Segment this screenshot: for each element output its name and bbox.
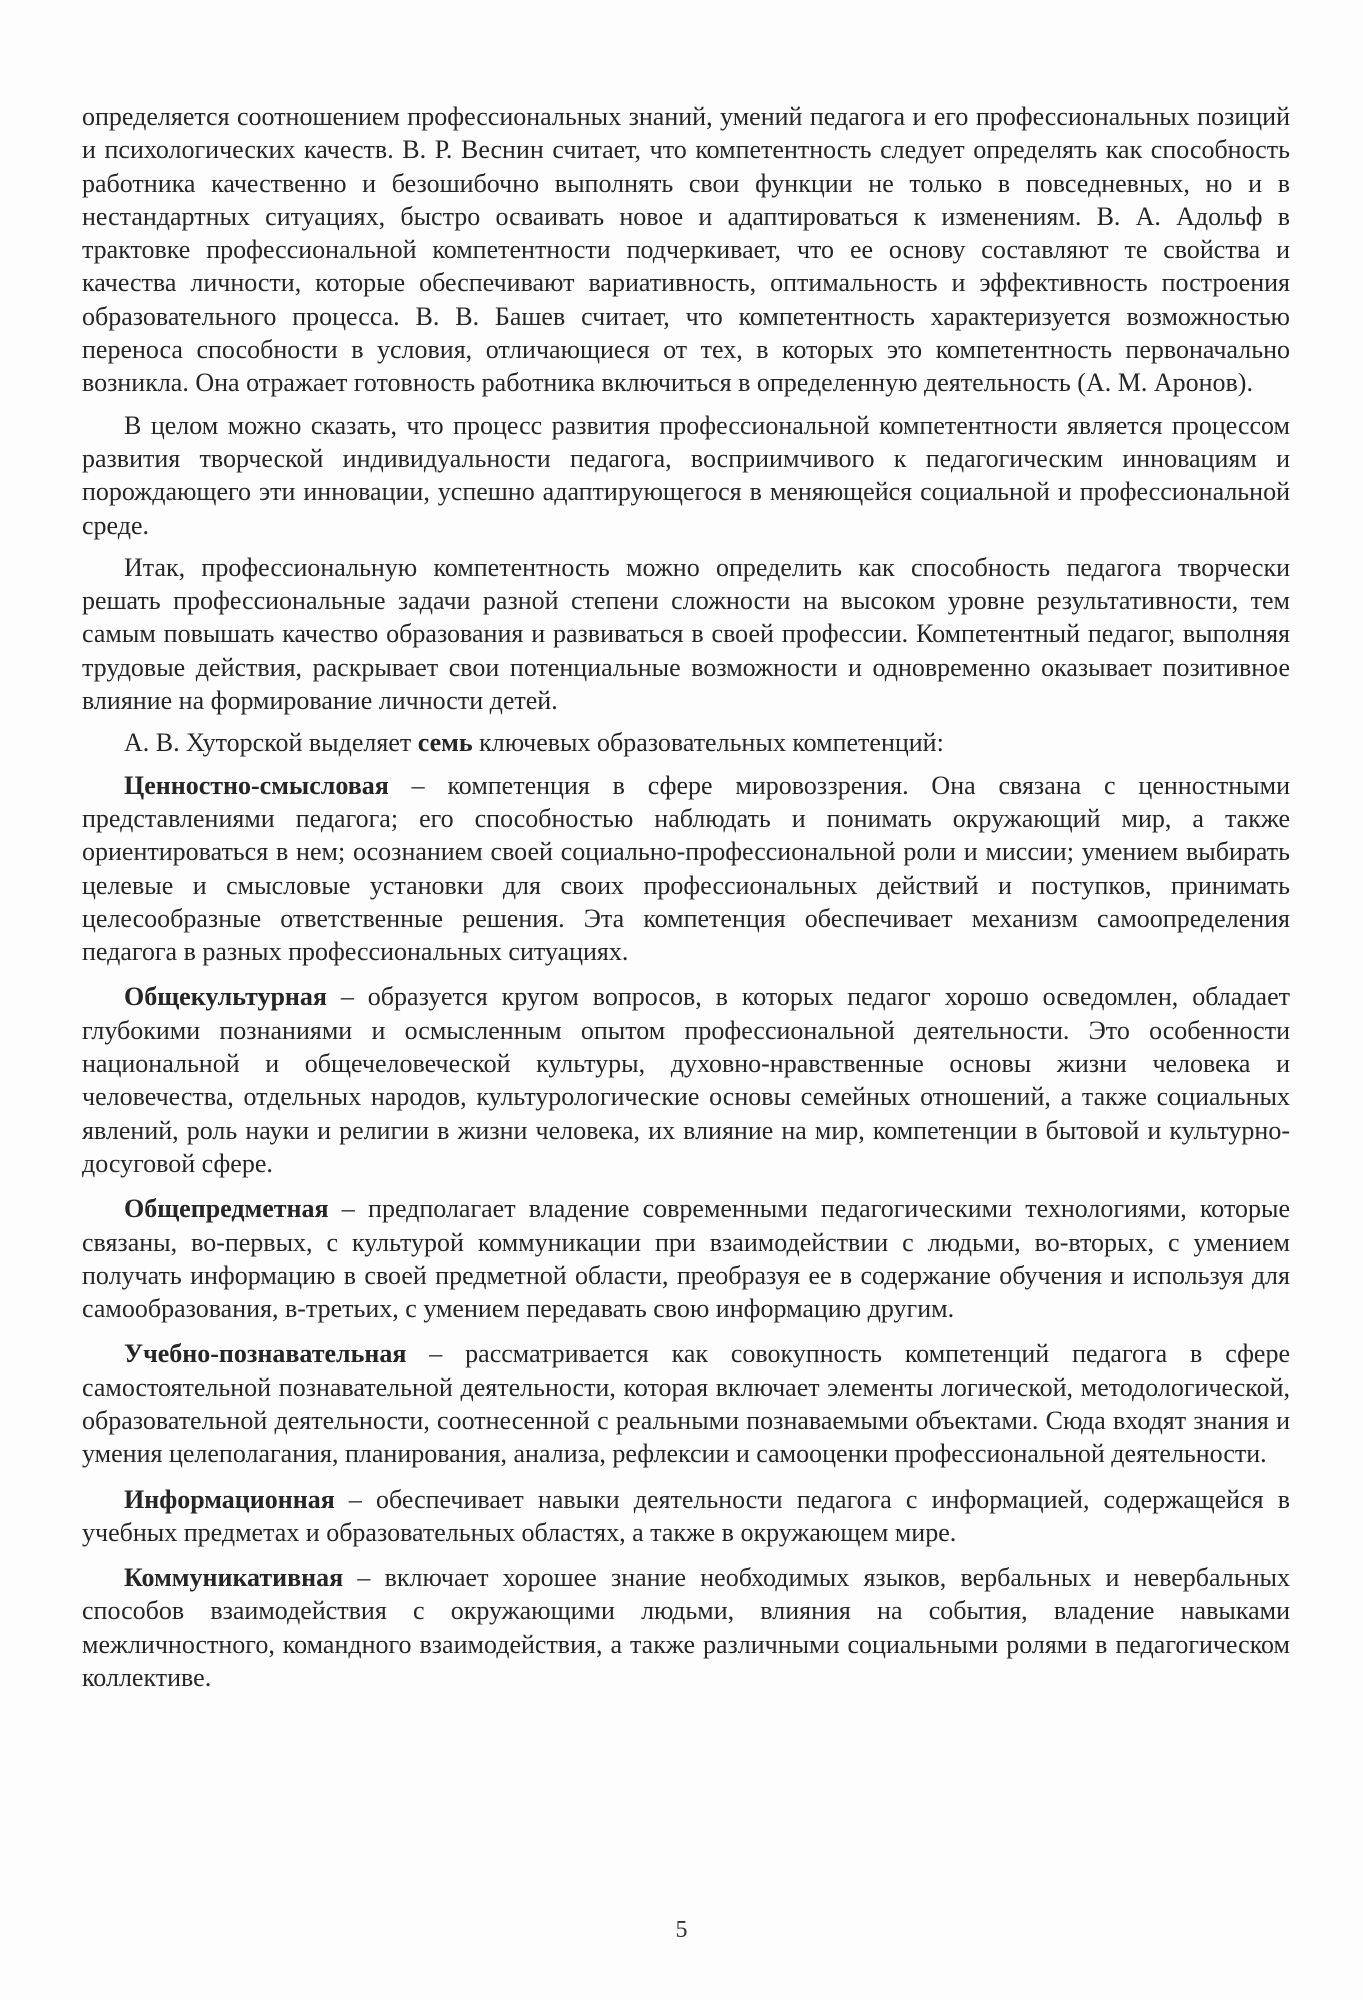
competence-description: – образуется кругом вопросов, в которых педагог хорошо осведомлен, обладает глубокими познаниями и осмысленным опытом профессиональной деятельности. Это особенности национальной и общечеловеческой культуры, духовно-нравственные основы жизни человека и человечества, отдельных народов, культурологические основы семейных отношений, а также социальных явлений, роль науки и религии в жизни человека, их влияние на мир, компетенции в бытовой и культурно-досуговой сфере. [82,982,1290,1178]
competence-term: Общекультурная [124,982,327,1012]
competence-term: Информационная [124,1484,335,1514]
body-text [82,100,1290,1694]
competence-term: Ценностно-смысловая [124,770,389,800]
competence-term: Общепредметная [124,1194,329,1224]
competence-communicative [82,1561,1290,1694]
competence-term: Коммуникативная [124,1563,344,1593]
page-number: 5 [675,1917,688,1943]
intro-text-before: А. В. Хуторской выделяет [124,728,418,758]
competence-description: – обеспечивает навыки деятельности педагога с информацией, содержащейся в учебных предметах и образовательных областях, а также в окружающем мире. [82,1484,1290,1547]
competence-description: – включает хорошее знание необходимых языков, вербальных и невербальных способов взаимодействия с окружающими людьми, влияния на события, владение навыками межличностного, командного взаимодействия, а также различными социальными ролями в педагогическом коллективе. [82,1563,1290,1693]
competence-educational-cognitive [82,1337,1290,1470]
competence-general-cultural [82,980,1290,1180]
competence-description: – рассматривается как совокупность компетенций педагога в сфере самостоятельной познавательной деятельности, которая включает элементы логической, методологической, образовательной деятельности, соотнесенной с реальными познаваемыми объектами. Сюда входят знания и умения целеполагания, планирования, анализа, рефлексии и самооценки профессиональной деятельности. [82,1339,1290,1469]
competence-description: – компетенция в сфере мировоззрения. Она связана с ценностными представлениями педагога; его способностью наблюдать и понимать окружающий мир, а также ориентироваться в нем; осознанием своей социально-профессиональной роли и миссии; умением выбирать целевые и смысловые установки для своих профессиональных действий и поступков, принимать целесообразные ответственные решения. Эта компетенция обеспечивает механизм самоопределения педагога в разных профессиональных ситуациях. [82,770,1290,967]
competence-description: – предполагает владение современными педагогическими технологиями, которые связаны, во-первых, с культурой коммуникации при взаимодействии с людьми, во-вторых, с умением получать информацию в своей предметной области, преобразуя ее в содержание обучения и используя для самообразования, в-третьих, с умением передавать свою информацию другим. [82,1194,1290,1324]
paragraph-khutorskoy-intro [82,726,1290,759]
competence-term: Учебно-познавательная [124,1339,407,1369]
intro-bold-word: семь [417,728,473,758]
paragraph-continuation: определяется соотношением профессиональных знаний, умений педагога и его профессиональных позиций и психологических качеств. В. Р. Веснин считает, что компетентность следует определять как способность работника качественно и безошибочно выполнять свои функции не только в повседневных, но и в нестандартных ситуациях, быстро осваивать новое и адаптироваться к изменениям. В. А. Адольф в трактовке профессиональной компетентности подчеркивает, что ее основу составляют те свойства и качества личности, которые обеспечивают вариативность, оптимальность и эффективность построения образовательного процесса. В. В. Башев считает, что компетентность характеризуется возможностью переноса способности в условия, отличающиеся от тех, в которых это компетентность первоначально возникла. Она отражает готовность работника включиться в определенную деятельность (А. М. Аронов). [82,102,1290,398]
competence-informational [82,1483,1290,1550]
paragraph-summary: В целом можно сказать, что процесс развития профессиональной компетентности является процессом развития творческой индивидуальности педагога, восприимчивого к педагогическим инновациям и порождающего эти инновации, успешно адаптирующегося в меняющейся социальной и профессиональной среде. [82,410,1290,540]
intro-text-after: ключевых образовательных компетенций: [472,728,944,758]
competence-value-semantic [82,769,1290,969]
paragraph-definition: Итак, профессиональную компетентность можно определить как способность педагога творчески решать профессиональные задачи разной степени сложности на высоком уровне результативности, тем самым повышать качество образования и развиваться в своей профессии. Компетентный педагог, выполняя трудовые действия, раскрывает свои потенциальные возможности и одновременно оказывает позитивное влияние на формирование личности детей. [82,552,1290,716]
competence-general-subject [82,1192,1290,1325]
